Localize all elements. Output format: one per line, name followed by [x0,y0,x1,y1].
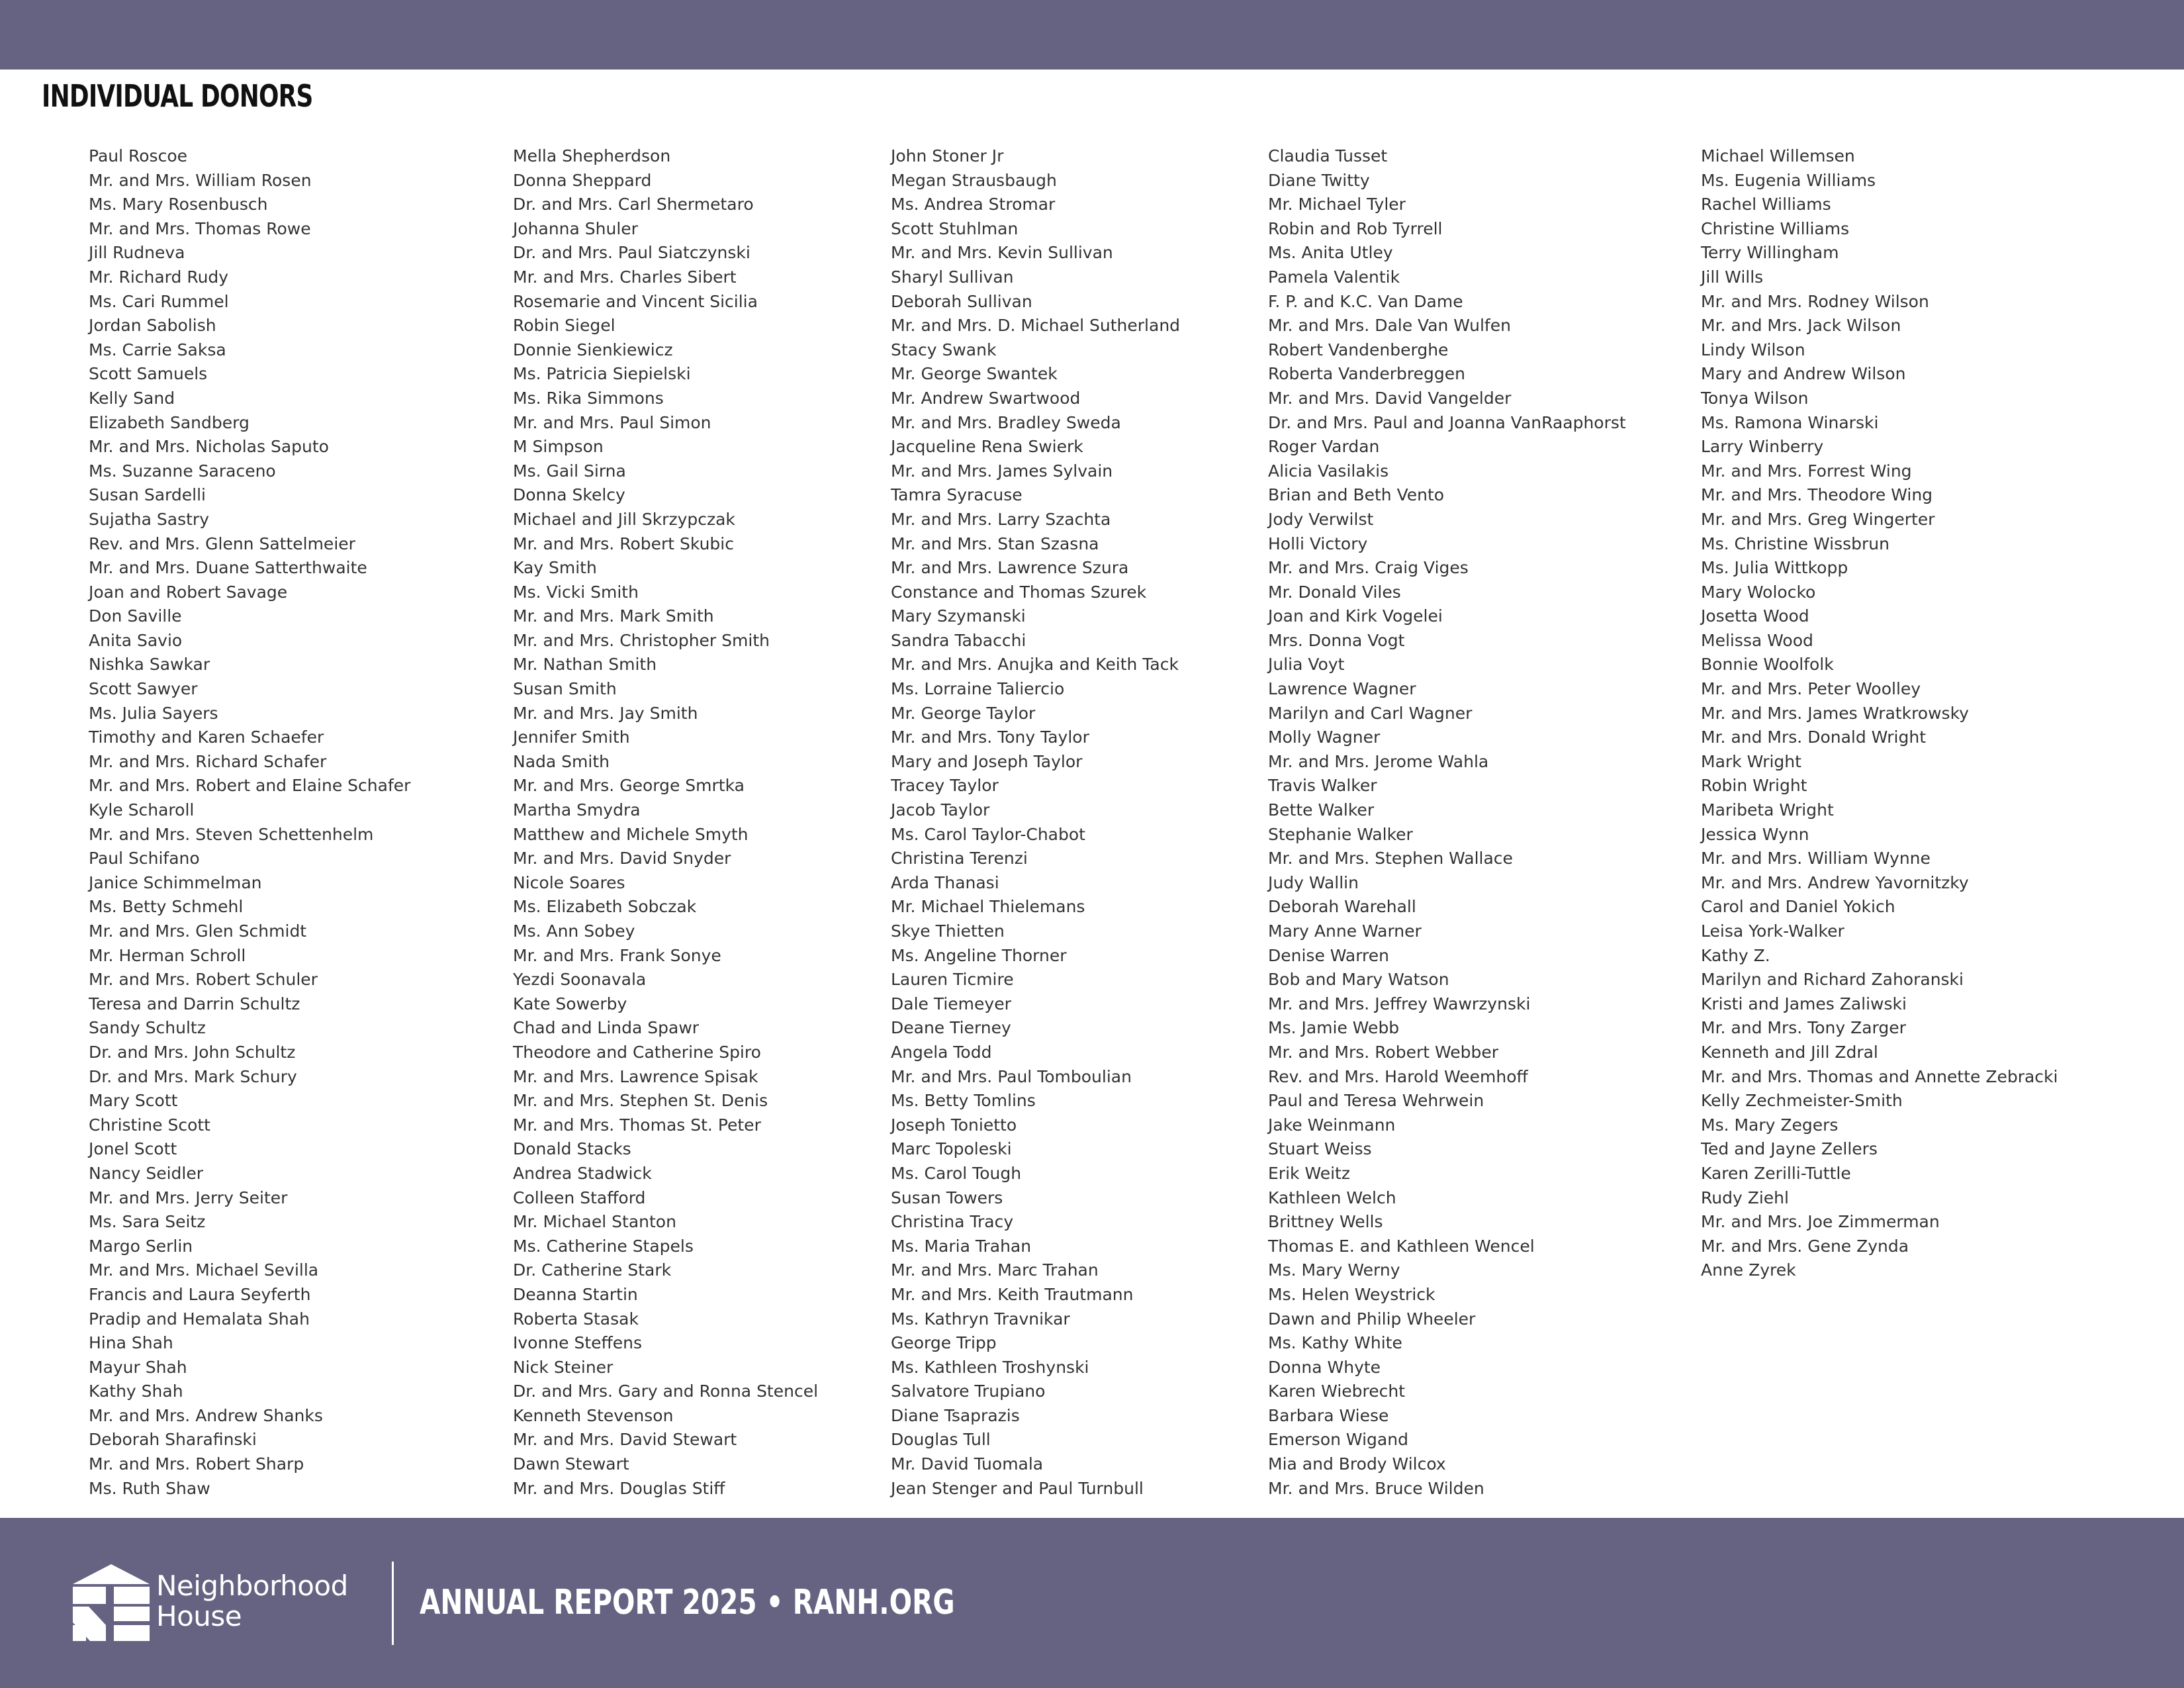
donor-name: Mr. David Tuomala [891,1454,1044,1474]
donor-name: Don Saville [89,606,182,626]
report-title: ANNUAL REPORT 2025 • RANH.ORG [420,1583,955,1622]
donor-name: Mr. and Mrs. Thomas and Annette Zebracki [1701,1066,2058,1086]
donor-name: Nishka Sawkar [89,655,210,675]
donor-name: Christine Scott [89,1115,210,1135]
donor-name: Susan Smith [513,679,617,699]
donor-name: Hina Shah [89,1333,173,1353]
donor-name: Susan Sardelli [89,485,206,505]
donor-name: Robin and Rob Tyrrell [1268,218,1443,238]
donor-name: Mr. Richard Rudy [89,267,229,287]
donor-name: Rosemarie and Vincent Sicilia [513,291,758,311]
donor-name: Ms. Ruth Shaw [89,1478,210,1498]
donor-name: Jody Verwilst [1268,509,1374,529]
donor-name: Jill Wills [1701,267,1764,287]
donor-name: Brittney Wells [1268,1212,1383,1232]
donor-column-1 [89,144,410,1501]
donor-name: Mr. Michael Stanton [513,1212,676,1232]
donor-name: Scott Stuhlman [891,218,1019,238]
donor-name: Mr. Nathan Smith [513,655,657,675]
footer [0,1518,2184,1688]
donor-name: Jake Weinmann [1268,1115,1396,1135]
donor-name: Tamra Syracuse [891,485,1023,505]
donor-name: Carol and Daniel Yokich [1701,897,1895,917]
donor-name: Dr. and Mrs. Carl Shermetaro [513,195,754,214]
donor-name: Mr. and Mrs. George Smrtka [513,776,745,796]
donor-name: Mr. and Mrs. Anujka and Keith Tack [891,655,1179,675]
donor-name: Ms. Carol Tough [891,1163,1022,1183]
donor-name: Ms. Mary Rosenbusch [89,195,268,214]
donor-name: Paul Schifano [89,849,200,868]
donor-column-5 [1701,144,2058,1283]
donor-column-4 [1268,144,1626,1501]
donor-name: Mr. and Mrs. Charles Sibert [513,267,737,287]
donor-column-2 [513,144,818,1501]
donor-name: Mr. George Taylor [891,703,1036,723]
donor-name: Ms. Julia Wittkopp [1701,558,1848,578]
donor-name: Scott Sawyer [89,679,198,699]
donor-name: Mr. and Mrs. Richard Schafer [89,751,327,771]
donor-name: Mr. Donald Viles [1268,582,1401,602]
donor-name: Sharyl Sullivan [891,267,1014,287]
donor-name: Mr. and Mrs. Glen Schmidt [89,921,307,941]
donor-name: Mayur Shah [89,1357,187,1377]
donor-name: Ms. Elizabeth Sobczak [513,897,697,917]
donor-name: Mr. Michael Thielemans [891,897,1085,917]
donor-name: Mark Wright [1701,751,1801,771]
donor-name: Josetta Wood [1701,606,1809,626]
donor-name: Deborah Sharafinski [89,1430,257,1450]
donor-name: Mary Scott [89,1091,178,1111]
donor-name: Dr. and Mrs. Paul Siatczynski [513,243,751,263]
donor-name: Holli Victory [1268,534,1368,553]
donor-name: Donnie Sienkiewicz [513,340,673,359]
donor-name: Jessica Wynn [1701,824,1809,844]
donor-name: Mr. and Mrs. David Snyder [513,849,731,868]
donor-name: Deborah Warehall [1268,897,1416,917]
donor-name: Mr. Andrew Swartwood [891,388,1081,408]
donor-name: Donna Whyte [1268,1357,1381,1377]
donor-name: Dr. and Mrs. Paul and Joanna VanRaaphorst [1268,412,1626,432]
donor-name: Nancy Seidler [89,1163,204,1183]
donor-name: Kathy Shah [89,1382,183,1401]
donor-name: Travis Walker [1268,776,1377,796]
donor-name: Deborah Sullivan [891,291,1032,311]
donor-name: Stuart Weiss [1268,1139,1372,1159]
donor-name: Stephanie Walker [1268,824,1413,844]
donor-name: Mr. and Mrs. Tony Zarger [1701,1018,1906,1038]
donor-name: Mr. and Mrs. Tony Taylor [891,727,1089,747]
donor-name: Mr. and Mrs. Lawrence Spisak [513,1066,758,1086]
logo-line-1: Neighborhood [156,1570,348,1602]
donor-name: Ms. Sara Seitz [89,1212,206,1232]
donor-name: Mr. and Mrs. Christopher Smith [513,630,770,650]
donor-name: Ms. Ann Sobey [513,921,635,941]
donor-name: Diane Tsaprazis [891,1405,1020,1425]
donor-name: Ted and Jayne Zellers [1701,1139,1878,1159]
donor-name: Brian and Beth Vento [1268,485,1445,505]
donor-name: Bob and Mary Watson [1268,970,1449,990]
donor-name: Theodore and Catherine Spiro [513,1042,761,1062]
donor-name: Alicia Vasilakis [1268,461,1389,481]
donor-name: Mr. and Mrs. Peter Woolley [1701,679,1921,699]
donor-name: Molly Wagner [1268,727,1381,747]
donor-name: Jennifer Smith [513,727,630,747]
donor-name: Andrea Stadwick [513,1163,652,1183]
donor-name: Mr. and Mrs. Rodney Wilson [1701,291,1929,311]
donor-name: Ms. Kathryn Travnikar [891,1309,1070,1329]
donor-name: Mr. and Mrs. Duane Satterthwaite [89,558,367,578]
donor-name: Ms. Julia Sayers [89,703,218,723]
donor-name: John Stoner Jr [891,146,1004,165]
donor-name: Claudia Tusset [1268,146,1388,165]
donor-name: Dr. and Mrs. Mark Schury [89,1066,297,1086]
donor-name: Mr. and Mrs. Joe Zimmerman [1701,1212,1940,1232]
donor-name: Margo Serlin [89,1236,193,1256]
donor-name: Dawn Stewart [513,1454,629,1474]
top-band [0,0,2184,70]
donor-name: Deane Tierney [891,1018,1011,1038]
donor-name: Mr. Michael Tyler [1268,195,1406,214]
donor-name: Michael and Jill Skrzypczak [513,509,735,529]
donor-name: Mr. and Mrs. Dale Van Wulfen [1268,316,1511,336]
donor-name: Mr. and Mrs. Greg Wingerter [1701,509,1935,529]
donor-name: Nada Smith [513,751,610,771]
donor-name: Mr. and Mrs. Forrest Wing [1701,461,1912,481]
donor-name: Dr. and Mrs. John Schultz [89,1042,296,1062]
donor-name: Pamela Valentik [1268,267,1400,287]
donor-name: Deanna Startin [513,1284,638,1304]
donor-name: Stacy Swank [891,340,997,359]
donor-name: Jean Stenger and Paul Turnbull [891,1478,1144,1498]
donor-name: Tonya Wilson [1701,388,1809,408]
donor-name: Mr. and Mrs. Gene Zynda [1701,1236,1909,1256]
donor-name: Paul Roscoe [89,146,187,165]
donor-name: Jordan Sabolish [89,316,216,336]
donor-name: Ms. Lorraine Taliercio [891,679,1065,699]
donor-name: Mr. and Mrs. Jay Smith [513,703,698,723]
donor-name: Mary Szymanski [891,606,1026,626]
donor-name: Mr. and Mrs. Craig Viges [1268,558,1469,578]
donor-name: Mr. and Mrs. David Stewart [513,1430,737,1450]
donor-name: Sandy Schultz [89,1018,206,1038]
donor-name: Mr. and Mrs. Lawrence Szura [891,558,1129,578]
donor-name: Chad and Linda Spawr [513,1018,700,1038]
donor-name: Nicole Soares [513,872,625,892]
donor-name: Dr. and Mrs. Gary and Ronna Stencel [513,1382,819,1401]
donor-name: Mr. and Mrs. Larry Szachta [891,509,1111,529]
footer-divider [392,1562,394,1645]
donor-name: Erik Weitz [1268,1163,1350,1183]
donor-name: Roger Vardan [1268,437,1380,457]
donor-name: Kay Smith [513,558,597,578]
donor-columns [0,144,2184,1501]
donor-name: Ms. Kathy White [1268,1333,1402,1353]
donor-name: Bonnie Woolfolk [1701,655,1834,675]
donor-name: Rev. and Mrs. Glenn Sattelmeier [89,534,355,553]
donor-name: Joan and Robert Savage [89,582,288,602]
donor-name: Angela Todd [891,1042,992,1062]
donor-name: Mary Wolocko [1701,582,1816,602]
donor-name: Ms. Carol Taylor-Chabot [891,824,1085,844]
donor-name: Rudy Ziehl [1701,1188,1789,1207]
donor-name: Diane Twitty [1268,170,1370,190]
donor-name: Pradip and Hemalata Shah [89,1309,310,1329]
donor-name: Ms. Rika Simmons [513,388,664,408]
donor-name: Martha Smydra [513,800,641,820]
donor-name: Mary and Joseph Taylor [891,751,1083,771]
donor-name: Ms. Catherine Stapels [513,1236,694,1256]
donor-name: Mella Shepherdson [513,146,671,165]
donor-name: Mr. and Mrs. Robert and Elaine Schafer [89,776,411,796]
section-title: INDIVIDUAL DONORS [42,78,313,114]
donor-name: Kenneth and Jill Zdral [1701,1042,1878,1062]
donor-name: Donna Sheppard [513,170,652,190]
donor-name: Ms. Mary Zegers [1701,1115,1839,1135]
donor-name: Kristi and James Zaliwski [1701,994,1907,1013]
donor-name: Jacqueline Rena Swierk [891,437,1083,457]
donor-name: Mr. and Mrs. Steven Schettenhelm [89,824,374,844]
donor-name: Mr. and Mrs. Michael Sevilla [89,1260,319,1280]
donor-name: Kate Sowerby [513,994,627,1013]
donor-name: Mr. and Mrs. Frank Sonye [513,945,721,965]
donor-name: Ms. Christine Wissbrun [1701,534,1889,553]
donor-name: Colleen Stafford [513,1188,646,1207]
donor-name: Ms. Mary Werny [1268,1260,1400,1280]
donor-name: Mr. and Mrs. Thomas Rowe [89,218,311,238]
donor-name: Ms. Kathleen Troshynski [891,1357,1089,1377]
donor-name: Emerson Wigand [1268,1430,1408,1450]
donor-name: Constance and Thomas Szurek [891,582,1147,602]
donor-name: Arda Thanasi [891,872,999,892]
donor-name: Mr. and Mrs. Bradley Sweda [891,412,1121,432]
donor-name: Larry Winberry [1701,437,1824,457]
donor-name: Ms. Betty Schmehl [89,897,244,917]
donor-name: Mr. and Mrs. David Vangelder [1268,388,1512,408]
donor-name: Mia and Brody Wilcox [1268,1454,1446,1474]
donor-name: Barbara Wiese [1268,1405,1389,1425]
donor-name: Roberta Vanderbreggen [1268,364,1465,384]
donor-name: Mr. and Mrs. Jerry Seiter [89,1188,288,1207]
donor-name: Mr. and Mrs. Stephen St. Denis [513,1091,768,1111]
donor-name: Nick Steiner [513,1357,614,1377]
donor-name: Marilyn and Carl Wagner [1268,703,1473,723]
donor-name: Mr. and Mrs. Douglas Stiff [513,1478,725,1498]
donor-name: Kelly Zechmeister-Smith [1701,1091,1903,1111]
donor-name: Ivonne Steffens [513,1333,643,1353]
donor-name: Scott Samuels [89,364,208,384]
donor-name: Dawn and Philip Wheeler [1268,1309,1476,1329]
donor-name: Ms. Patricia Siepielski [513,364,691,384]
donor-name: Christina Tracy [891,1212,1014,1232]
donor-name: Douglas Tull [891,1430,991,1450]
donor-name: Karen Wiebrecht [1268,1382,1406,1401]
donor-name: Yezdi Soonavala [513,970,647,990]
donor-name: Mr. and Mrs. Kevin Sullivan [891,243,1113,263]
donor-name: Mr. Herman Schroll [89,945,246,965]
donor-name: Mr. and Mrs. William Rosen [89,170,312,190]
donor-name: Jonel Scott [89,1139,177,1159]
donor-name: Janice Schimmelman [89,872,262,892]
donor-name: Anita Savio [89,630,183,650]
donor-name: Mr. and Mrs. James Sylvain [891,461,1113,481]
donor-name: Sujatha Sastry [89,509,209,529]
donor-name: Timothy and Karen Schaefer [89,727,324,747]
donor-name: Marilyn and Richard Zahoranski [1701,970,1964,990]
donor-name: Sandra Tabacchi [891,630,1026,650]
donor-name: Susan Towers [891,1188,1003,1207]
donor-name: Mr. and Mrs. Andrew Shanks [89,1405,323,1425]
donor-name: Mr. and Mrs. James Wratkrowsky [1701,703,1969,723]
donor-name: Dale Tiemeyer [891,994,1011,1013]
donor-name: F. P. and K.C. Van Dame [1268,291,1463,311]
donor-name: Teresa and Darrin Schultz [89,994,300,1013]
donor-name: Ms. Anita Utley [1268,243,1393,263]
donor-name: Denise Warren [1268,945,1390,965]
donor-name: Mr. and Mrs. Paul Simon [513,412,711,432]
donor-name: George Tripp [891,1333,997,1353]
donor-name: Thomas E. and Kathleen Wencel [1268,1236,1535,1256]
donor-name: Kathleen Welch [1268,1188,1396,1207]
donor-name: Anne Zyrek [1701,1260,1796,1280]
donor-name: Mr. and Mrs. Jerome Wahla [1268,751,1489,771]
donor-name: Dr. Catherine Stark [513,1260,672,1280]
donor-name: Mr. and Mrs. Mark Smith [513,606,714,626]
donor-name: Joan and Kirk Vogelei [1268,606,1443,626]
donor-name: Ms. Maria Trahan [891,1236,1032,1256]
donor-name: Matthew and Michele Smyth [513,824,749,844]
donor-name: Leisa York-Walker [1701,921,1844,941]
donor-name: Mr. and Mrs. Stephen Wallace [1268,849,1513,868]
donor-name: Mr. and Mrs. Jeffrey Wawrzynski [1268,994,1531,1013]
donor-name: Terry Willingham [1701,243,1839,263]
donor-name: Robert Vandenberghe [1268,340,1449,359]
donor-name: Rachel Williams [1701,195,1831,214]
donor-name: Christine Williams [1701,218,1850,238]
donor-name: Ms. Andrea Stromar [891,195,1056,214]
donor-name: Melissa Wood [1701,630,1813,650]
donor-name: Mr. and Mrs. Nicholas Saputo [89,437,329,457]
logo-line-2: House [156,1600,242,1632]
donor-name: Mr. and Mrs. Donald Wright [1701,727,1927,747]
donor-name: Mary and Andrew Wilson [1701,364,1906,384]
donor-name: Mr. and Mrs. Thomas St. Peter [513,1115,761,1135]
donor-name: Elizabeth Sandberg [89,412,250,432]
donor-name: Donna Skelcy [513,485,625,505]
donor-name: Mr. and Mrs. Stan Szasna [891,534,1099,553]
donor-column-3 [891,144,1180,1501]
donor-name: Lauren Ticmire [891,970,1014,990]
donor-name: Mr. and Mrs. Robert Schuler [89,970,318,990]
donor-name: Ms. Suzanne Saraceno [89,461,276,481]
donor-name: Ms. Angeline Thorner [891,945,1067,965]
donor-name: Skye Thietten [891,921,1005,941]
donor-name: Maribeta Wright [1701,800,1834,820]
donor-name: Mr. and Mrs. Keith Trautmann [891,1284,1134,1304]
logo-wordmark [156,1571,348,1632]
donor-name: Robin Wright [1701,776,1807,796]
donor-name: Christina Terenzi [891,849,1028,868]
donor-name: Julia Voyt [1268,655,1345,675]
donor-name: Mary Anne Warner [1268,921,1422,941]
donor-name: Mr. and Mrs. William Wynne [1701,849,1931,868]
donor-name: Ms. Jamie Webb [1268,1018,1400,1038]
donor-name: Ms. Vicki Smith [513,582,639,602]
donor-name: Ms. Betty Tomlins [891,1091,1036,1111]
donor-name: Kyle Scharoll [89,800,195,820]
donor-name: Ms. Ramona Winarski [1701,412,1879,432]
donor-name: Robin Siegel [513,316,615,336]
donor-name: Joseph Tonietto [891,1115,1017,1135]
house-logo-icon [73,1564,150,1641]
donor-name: Karen Zerilli-Tuttle [1701,1163,1851,1183]
donor-name: Judy Wallin [1268,872,1359,892]
donor-name: Johanna Shuler [513,218,638,238]
donor-name: Donald Stacks [513,1139,631,1159]
donor-name: Mr. George Swantek [891,364,1058,384]
donor-name: Mr. and Mrs. Theodore Wing [1701,485,1933,505]
donor-name: M Simpson [513,437,604,457]
donor-name: Mr. and Mrs. Robert Webber [1268,1042,1499,1062]
donor-name: Mr. and Mrs. D. Michael Sutherland [891,316,1181,336]
donor-name: Mr. and Mrs. Jack Wilson [1701,316,1901,336]
donor-name: Lawrence Wagner [1268,679,1416,699]
donor-name: Ms. Cari Rummel [89,291,229,311]
donor-name: Mr. and Mrs. Paul Tomboulian [891,1066,1132,1086]
donor-name: Salvatore Trupiano [891,1382,1046,1401]
donor-name: Rev. and Mrs. Harold Weemhoff [1268,1066,1528,1086]
donor-name: Mr. and Mrs. Marc Trahan [891,1260,1099,1280]
donor-name: Bette Walker [1268,800,1375,820]
donor-name: Kathy Z. [1701,945,1770,965]
donor-name: Roberta Stasak [513,1309,639,1329]
donor-name: Mrs. Donna Vogt [1268,630,1405,650]
donor-name: Megan Strausbaugh [891,170,1057,190]
donor-name: Ms. Gail Sirna [513,461,626,481]
donor-name: Kenneth Stevenson [513,1405,674,1425]
donor-name: Mr. and Mrs. Robert Skubic [513,534,734,553]
donor-name: Tracey Taylor [891,776,999,796]
donor-name: Ms. Helen Weystrick [1268,1284,1435,1304]
donor-name: Francis and Laura Seyferth [89,1284,311,1304]
donor-name: Jacob Taylor [891,800,990,820]
donor-name: Michael Willemsen [1701,146,1855,165]
donor-name: Kelly Sand [89,388,175,408]
donor-name: Paul and Teresa Wehrwein [1268,1091,1484,1111]
donor-name: Ms. Carrie Saksa [89,340,226,359]
donor-name: Jill Rudneva [89,243,185,263]
donor-name: Lindy Wilson [1701,340,1805,359]
donor-name: Ms. Eugenia Williams [1701,170,1876,190]
donor-name: Marc Topoleski [891,1139,1012,1159]
donor-name: Mr. and Mrs. Robert Sharp [89,1454,304,1474]
donor-name: Mr. and Mrs. Bruce Wilden [1268,1478,1484,1498]
donor-name: Mr. and Mrs. Andrew Yavornitzky [1701,872,1969,892]
